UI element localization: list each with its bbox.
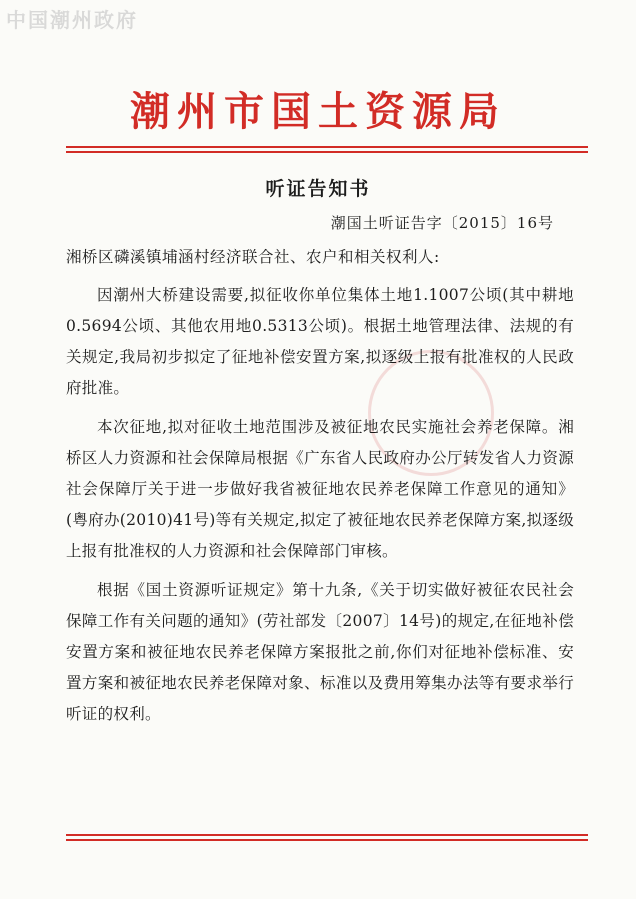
footer-rule-thick: [66, 839, 588, 841]
body-paragraph-3: 根据《国土资源听证规定》第十九条,《关于切实做好被征农民社会保障工作有关问题的通知》(劳社部发〔2007〕14号)的规定,在征地补偿安置方案和被征地农民养老保障方案报批之前,你们对征地补偿标准、安置方案和被征地农民养老保障对象、标准以及费用筹集办法等有要求举行听证的权利。: [66, 581, 574, 723]
header-rule-thick: [66, 146, 588, 148]
body-paragraph-2: 本次征地,拟对征收土地范围涉及被征地农民实施社会养老保障。湘桥区人力资源和社会保障局根据《广东省人民政府办公厅转发省人力资源社会保障厅关于进一步做好我省被征地农民养老保障工作意见的通知》(粤府办(2010)41号)等有关规定,拟定了被征地农民养老保障方案,拟逐级上报有批准权的人力资源和社会保障部门审核。: [66, 418, 574, 560]
footer-rule-thin: [66, 834, 588, 836]
document-title: 听证告知书: [265, 178, 371, 200]
header-rule-thin: [66, 151, 588, 153]
document-number: 潮国土听证告字〔2015〕16号: [330, 214, 554, 232]
addressee-line: 湘桥区磷溪镇埔涵村经济联合社、农户和相关权利人:: [66, 248, 440, 266]
document-body: [66, 280, 574, 738]
watermark-logo: 中国潮州政府: [6, 8, 138, 32]
org-header-title: 潮州市国土资源局: [130, 88, 506, 135]
body-paragraph-1: 因潮州大桥建设需要,拟征收你单位集体土地1.1007公顷(其中耕地0.5694公顷、其他农用地0.5313公顷)。根据土地管理法律、法规的有关规定,我局初步拟定了征地补偿安置方案,拟逐级上报有批准权的人民政府批准。: [66, 286, 574, 397]
